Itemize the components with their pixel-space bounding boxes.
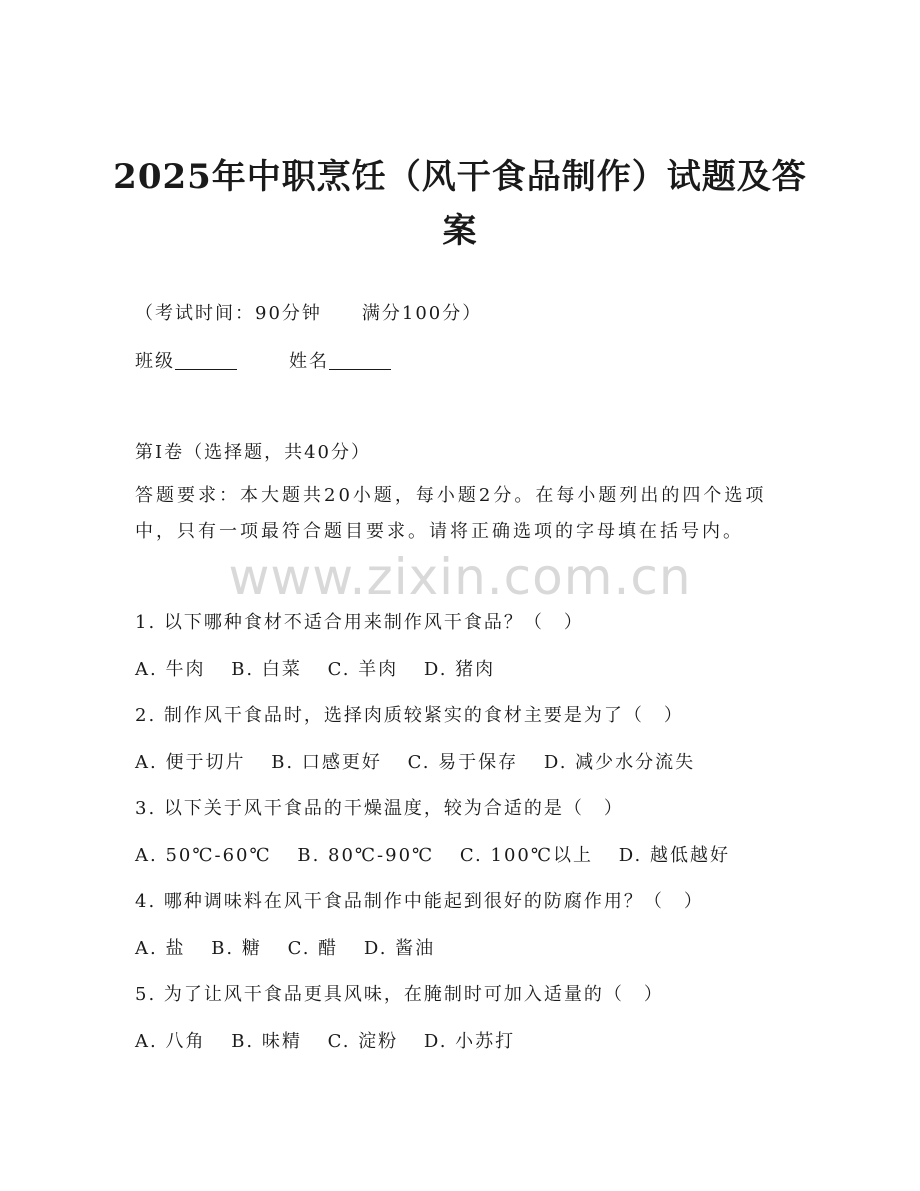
option-b: B. 糖 bbox=[211, 938, 262, 959]
option-a: A. 50℃-60℃ bbox=[135, 845, 272, 866]
student-fields bbox=[135, 350, 391, 374]
question-stem: 3. 以下关于风干食品的干燥温度，较为合适的是（ ） bbox=[135, 798, 624, 819]
option-c: C. 100℃以上 bbox=[459, 845, 593, 866]
question-options bbox=[135, 658, 513, 682]
option-d: D. 小苏打 bbox=[423, 1031, 516, 1052]
option-a: A. 盐 bbox=[135, 938, 186, 959]
question-options bbox=[135, 1030, 533, 1054]
watermark: www.zixin.com.cn bbox=[228, 548, 692, 606]
option-d: D. 减少水分流失 bbox=[543, 752, 696, 773]
option-d: D. 酱油 bbox=[363, 938, 436, 959]
option-b: B. 白菜 bbox=[231, 659, 302, 680]
name-blank bbox=[329, 351, 391, 370]
option-b: B. 味精 bbox=[231, 1031, 302, 1052]
exam-info bbox=[135, 302, 482, 326]
exam-score: 满分100分） bbox=[361, 303, 483, 324]
option-d: D. 越低越好 bbox=[618, 845, 730, 866]
option-a: A. 八角 bbox=[135, 1031, 206, 1052]
question-stem: 1. 以下哪种食材不适合用来制作风干食品？（ ） bbox=[135, 612, 584, 633]
page-title: 2025年中职烹饪（风干食品制作）试题及答案 bbox=[113, 157, 807, 251]
question-stem: 4. 哪种调味料在风干食品制作中能起到很好的防腐作用？（ ） bbox=[135, 891, 704, 912]
option-c: C. 易于保存 bbox=[407, 752, 519, 773]
section-heading: 第Ⅰ卷（选择题，共40分） bbox=[135, 442, 372, 463]
question-options bbox=[135, 844, 748, 868]
option-d: D. 猪肉 bbox=[423, 659, 496, 680]
option-b: B. 80℃-90℃ bbox=[297, 845, 435, 866]
question-options bbox=[135, 751, 713, 775]
option-a: A. 牛肉 bbox=[135, 659, 206, 680]
section-instructions: 答题要求：本大题共20小题，每小题2分。在每小题列出的四个选项中，只有一项最符合题目要求。请将正确选项的字母填在括号内。 bbox=[135, 485, 767, 542]
class-blank bbox=[175, 351, 237, 370]
question-stem: 5. 为了让风干食品更具风味，在腌制时可加入适量的（ ） bbox=[135, 984, 664, 1005]
name-label: 姓名 bbox=[289, 351, 329, 372]
option-a: A. 便于切片 bbox=[135, 752, 246, 773]
question-stem: 2. 制作风干食品时，选择肉质较紧实的食材主要是为了（ ） bbox=[135, 705, 684, 726]
option-c: C. 醋 bbox=[287, 938, 339, 959]
option-c: C. 羊肉 bbox=[327, 659, 399, 680]
question-options bbox=[135, 937, 453, 961]
exam-time: （考试时间：90分钟 bbox=[135, 303, 322, 324]
option-c: C. 淀粉 bbox=[327, 1031, 399, 1052]
class-label: 班级 bbox=[135, 351, 175, 372]
option-b: B. 口感更好 bbox=[271, 752, 382, 773]
